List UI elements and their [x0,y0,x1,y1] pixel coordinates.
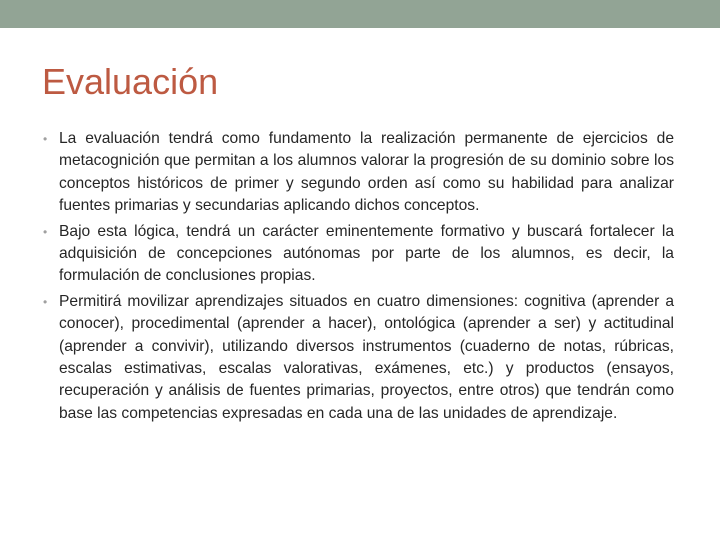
bullet-marker: • [43,224,48,239]
bullet-text: Permitirá movilizar aprendizajes situados en cuatro dimensiones: cognitiva (aprender a conocer), procedimental (aprender a hacer), ontológica (aprender a ser) y actitudinal (aprender a convivir), utilizando diversos instrumentos (cuaderno de notas, rúbricas, escalas estimativas, escalas valorativas, exámenes, etc.) y productos (ensayos, recuperación y análisis de fuentes primarias, proyectos, entre otros) que tendrán como base las competencias expresadas en cada una de las unidades de aprendizaje. [59,292,674,422]
bullet-list [42,128,674,428]
bullet-item-3 [42,291,674,425]
bullet-marker: • [43,132,48,146]
bullet-item-1 [42,128,674,218]
bullet-text: Bajo esta lógica, tendrá un carácter eminentemente formativo y buscará fortalecer la adquisición de concepciones autónomas por parte de los alumnos, es decir, la formulación de conclusiones propias. [59,222,674,285]
top-accent-bar [0,0,720,28]
bullet-item-2 [42,221,674,288]
bullet-marker: • [43,294,48,309]
bullet-text: La evaluación tendrá como fundamento la realización permanente de ejercicios de metacognición que permitan a los alumnos valorar la progresión de su dominio sobre los conceptos históricos de primer y segundo orden así como su habilidad para analizar fuentes primarias y secundarias aplicando dichos conceptos. [59,130,674,215]
slide-title: Evaluación [42,61,219,102]
